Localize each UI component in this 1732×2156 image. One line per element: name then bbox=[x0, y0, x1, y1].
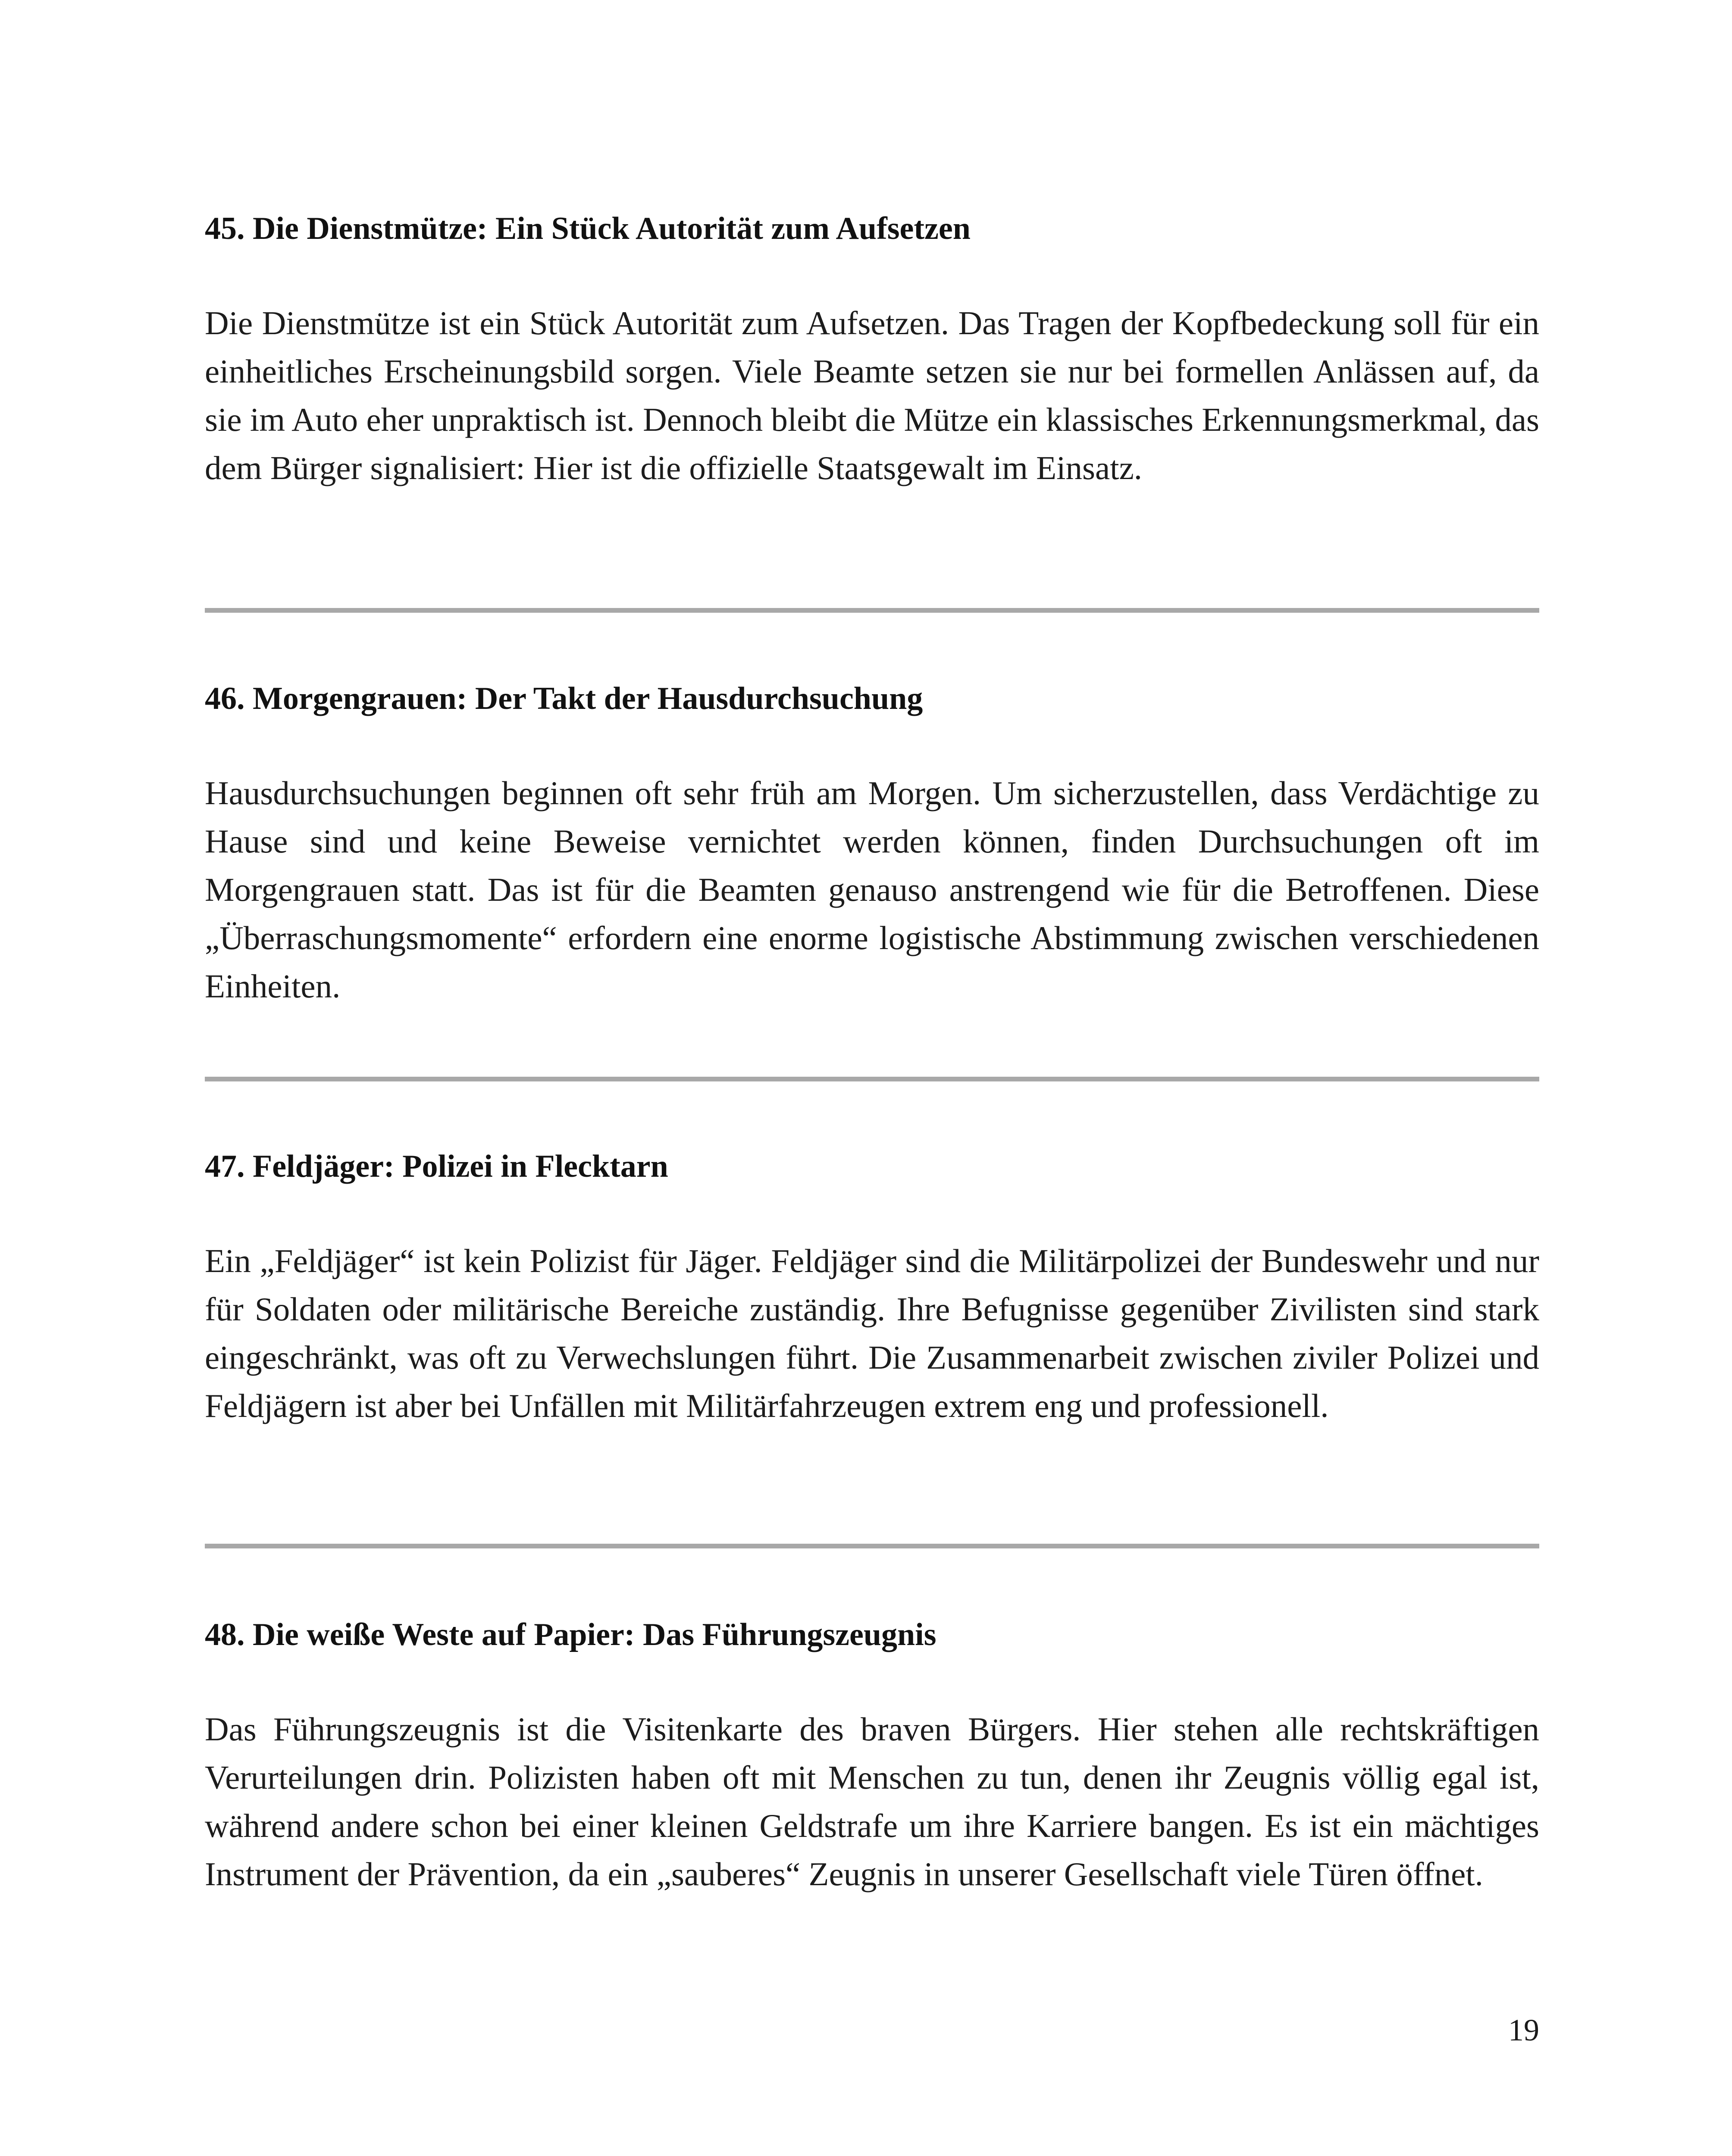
section-body: Die Dienstmütze ist ein Stück Autorität zum Aufsetzen. Das Tragen der Kopfbedeckung soll für ein einheitliches Erscheinungsbild sorgen. Viele Beamte setzen sie nur bei formellen Anlässen auf, da sie im Auto eher unpraktisch ist. Dennoch bleibt die Mütze ein klassisches Erkennungsmerkmal, das dem Bürger signalisiert: Hier ist die offizielle Staatsgewalt im Einsatz. bbox=[205, 304, 1539, 486]
section-47 bbox=[205, 1147, 1539, 1430]
section-divider bbox=[205, 1544, 1539, 1548]
section-48 bbox=[205, 1615, 1539, 1898]
document-page bbox=[205, 0, 1539, 2156]
section-heading: 48. Die weiße Weste auf Papier: Das Führungszeugnis bbox=[205, 1617, 936, 1652]
section-body: Hausdurchsuchungen beginnen oft sehr früh am Morgen. Um sicherzustellen, dass Verdächtige zu Hause sind und keine Beweise vernichtet werden können, finden Durchsuchungen oft im Morgengrauen statt. Das ist für die Beamten genauso anstrengend wie für die Betroffenen. Diese „Überraschungsmomente“ erfordern eine enorme logistische Abstimmung zwischen verschiedenen Einheiten. bbox=[205, 774, 1539, 1005]
section-45 bbox=[205, 209, 1539, 492]
section-divider bbox=[205, 1077, 1539, 1081]
section-46 bbox=[205, 679, 1539, 1010]
page-number: 19 bbox=[1508, 2013, 1539, 2047]
section-heading: 47. Feldjäger: Polizei in Flecktarn bbox=[205, 1149, 668, 1184]
section-body: Das Führungszeugnis ist die Visitenkarte des braven Bürgers. Hier stehen alle rechtskräftigen Verurteilungen drin. Polizisten haben oft mit Menschen zu tun, denen ihr Zeugnis völlig egal ist, während andere schon bei einer kleinen Geldstrafe um ihre Karriere bangen. Es ist ein mächtiges Instrument der Prävention, da ein „sauberes“ Zeugnis in unserer Gesellschaft viele Türen öffnet. bbox=[205, 1711, 1539, 1893]
section-body: Ein „Feldjäger“ ist kein Polizist für Jäger. Feldjäger sind die Militärpolizei der Bundeswehr und nur für Soldaten oder militärische Bereiche zuständig. Ihre Befugnisse gegenüber Zivilisten sind stark eingeschränkt, was oft zu Verwechslungen führt. Die Zusammenarbeit zwischen ziviler Polizei und Feldjägern ist aber bei Unfällen mit Militärfahrzeugen extrem eng und professionell. bbox=[205, 1242, 1539, 1424]
section-heading: 45. Die Dienstmütze: Ein Stück Autorität zum Aufsetzen bbox=[205, 211, 971, 246]
section-divider bbox=[205, 608, 1539, 613]
section-heading: 46. Morgengrauen: Der Takt der Hausdurchsuchung bbox=[205, 681, 923, 716]
